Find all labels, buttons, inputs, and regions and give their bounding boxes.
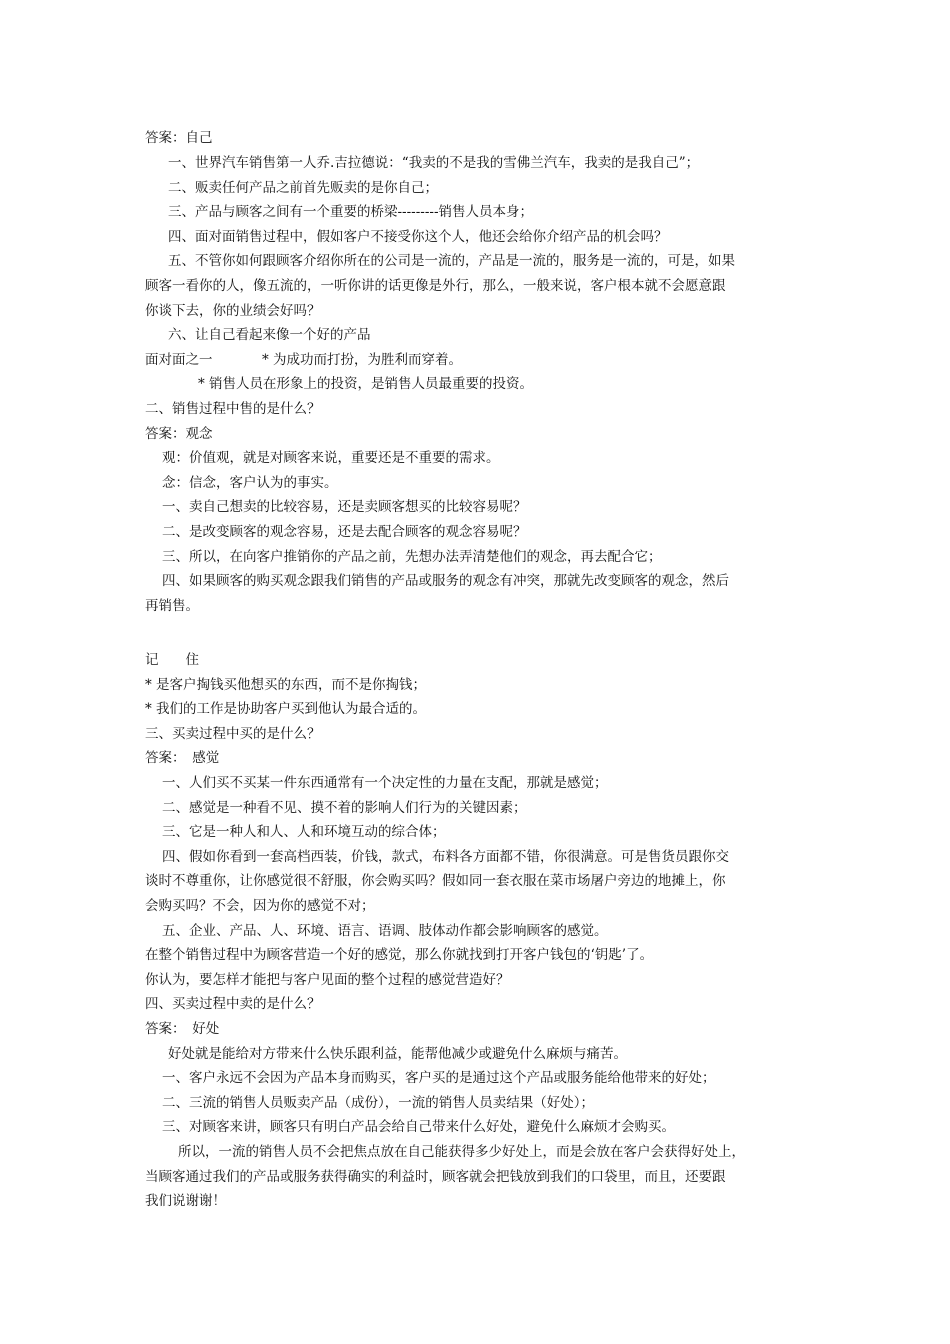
paragraph: 二、贩卖任何产品之前首先贩卖的是你自己； bbox=[168, 180, 438, 196]
paragraph: 一、人们买不买某一件东西通常有一个决定性的力量在支配，那就是感觉； bbox=[162, 775, 608, 791]
bullet-item: * 是客户掏钱买他想买的东西，而不是你掏钱； bbox=[145, 677, 427, 693]
paragraph: 念：信念，客户认为的事实。 bbox=[162, 475, 338, 491]
paragraph: 三、所以，在向客户推销你的产品之前，先想办法弄清楚他们的观念，再去配合它； bbox=[162, 549, 662, 565]
paragraph: 在整个销售过程中为顾客营造一个好的感觉，那么你就找到打开客户钱包的‘钥匙’了。 bbox=[145, 947, 654, 963]
answer-benefit: 答案： 好处 bbox=[145, 1021, 220, 1037]
section-heading: 二、销售过程中售的是什么？ bbox=[145, 401, 321, 417]
paragraph: 一、客户永远不会因为产品本身而购买，客户买的是通过这个产品或服务能给他带来的好处； bbox=[162, 1070, 716, 1086]
paragraph: 五、企业、产品、人、环境、语言、语调、肢体动作都会影响顾客的感觉。 bbox=[162, 923, 608, 939]
paragraph: 三、它是一种人和人、人和环境互动的综合体； bbox=[162, 824, 446, 840]
face-to-face-label: 面对面之一 bbox=[145, 352, 213, 368]
paragraph: 二、是改变顾客的观念容易，还是去配合顾客的观念容易呢？ bbox=[162, 524, 527, 540]
paragraph: 三、对顾客来讲，顾客只有明白产品会给自己带来什么好处，避免什么麻烦才会购买。 bbox=[162, 1119, 675, 1135]
paragraph: 四、如果顾客的购买观念跟我们销售的产品或服务的观念有冲突，那就先改变顾客的观念，然后 bbox=[162, 573, 729, 589]
paragraph: 四、假如你看到一套高档西装，价钱，款式，布料各方面都不错，你很满意。可是售货员跟你交 bbox=[162, 849, 729, 865]
paragraph: 二、感觉是一种看不见、摸不着的影响人们行为的关键因素； bbox=[162, 800, 527, 816]
bullet-item: * 为成功而打扮，为胜利而穿着。 bbox=[262, 352, 463, 368]
answer-feeling: 答案： 感觉 bbox=[145, 750, 220, 766]
paragraph: 所以，一流的销售人员不会把焦点放在自己能获得多少好处上，而是会放在客户会获得好处上， bbox=[178, 1144, 745, 1160]
paragraph: 六、让自己看起来像一个好的产品 bbox=[168, 327, 371, 343]
paragraph-continuation: 我们说谢谢！ bbox=[145, 1193, 226, 1209]
paragraph: 四、面对面销售过程中，假如客户不接受你这个人，他还会给你介绍产品的机会吗？ bbox=[168, 229, 668, 245]
paragraph: 你认为，要怎样才能把与客户见面的整个过程的感觉营造好？ bbox=[145, 972, 510, 988]
paragraph-continuation: 谈时不尊重你，让你感觉很不舒服，你会购买吗？假如同一套衣服在菜市场屠户旁边的地摊上，你 bbox=[145, 873, 726, 889]
paragraph-continuation: 顾客一看你的人，像五流的，一听你讲的话更像是外行，那么，一般来说，客户根本就不会愿意跟 bbox=[145, 278, 726, 294]
answer-self: 答案：自己 bbox=[145, 130, 213, 146]
bullet-item: * 销售人员在形象上的投资，是销售人员最重要的投资。 bbox=[198, 376, 534, 392]
paragraph: 观：价值观，就是对顾客来说，重要还是不重要的需求。 bbox=[162, 450, 500, 466]
bullet-item: * 我们的工作是协助客户买到他认为最合适的。 bbox=[145, 701, 427, 717]
paragraph-continuation: 会购买吗？不会，因为你的感觉不对； bbox=[145, 898, 375, 914]
answer-concept: 答案：观念 bbox=[145, 426, 213, 442]
paragraph-continuation: 再销售。 bbox=[145, 598, 199, 614]
paragraph: 好处就是能给对方带来什么快乐跟利益，能帮他减少或避免什么麻烦与痛苦。 bbox=[168, 1046, 627, 1062]
section-heading: 三、买卖过程中买的是什么？ bbox=[145, 726, 321, 742]
section-heading: 四、买卖过程中卖的是什么？ bbox=[145, 996, 321, 1012]
remember-heading: 记 住 bbox=[145, 652, 199, 668]
paragraph: 二、三流的销售人员贩卖产品（成份），一流的销售人员卖结果（好处）； bbox=[162, 1095, 594, 1111]
paragraph: 一、世界汽车销售第一人乔.吉拉德说：“我卖的不是我的雪佛兰汽车，我卖的是我自己”； bbox=[168, 155, 700, 171]
paragraph-continuation: 你谈下去，你的业绩会好吗？ bbox=[145, 303, 321, 319]
paragraph: 一、卖自己想卖的比较容易，还是卖顾客想买的比较容易呢？ bbox=[162, 499, 527, 515]
paragraph-continuation: 当顾客通过我们的产品或服务获得确实的利益时，顾客就会把钱放到我们的口袋里，而且，还要跟 bbox=[145, 1169, 726, 1185]
paragraph: 三、产品与顾客之间有一个重要的桥梁---------销售人员本身； bbox=[168, 204, 534, 220]
paragraph: 五、不管你如何跟顾客介绍你所在的公司是一流的，产品是一流的，服务是一流的，可是，如果 bbox=[168, 253, 735, 269]
